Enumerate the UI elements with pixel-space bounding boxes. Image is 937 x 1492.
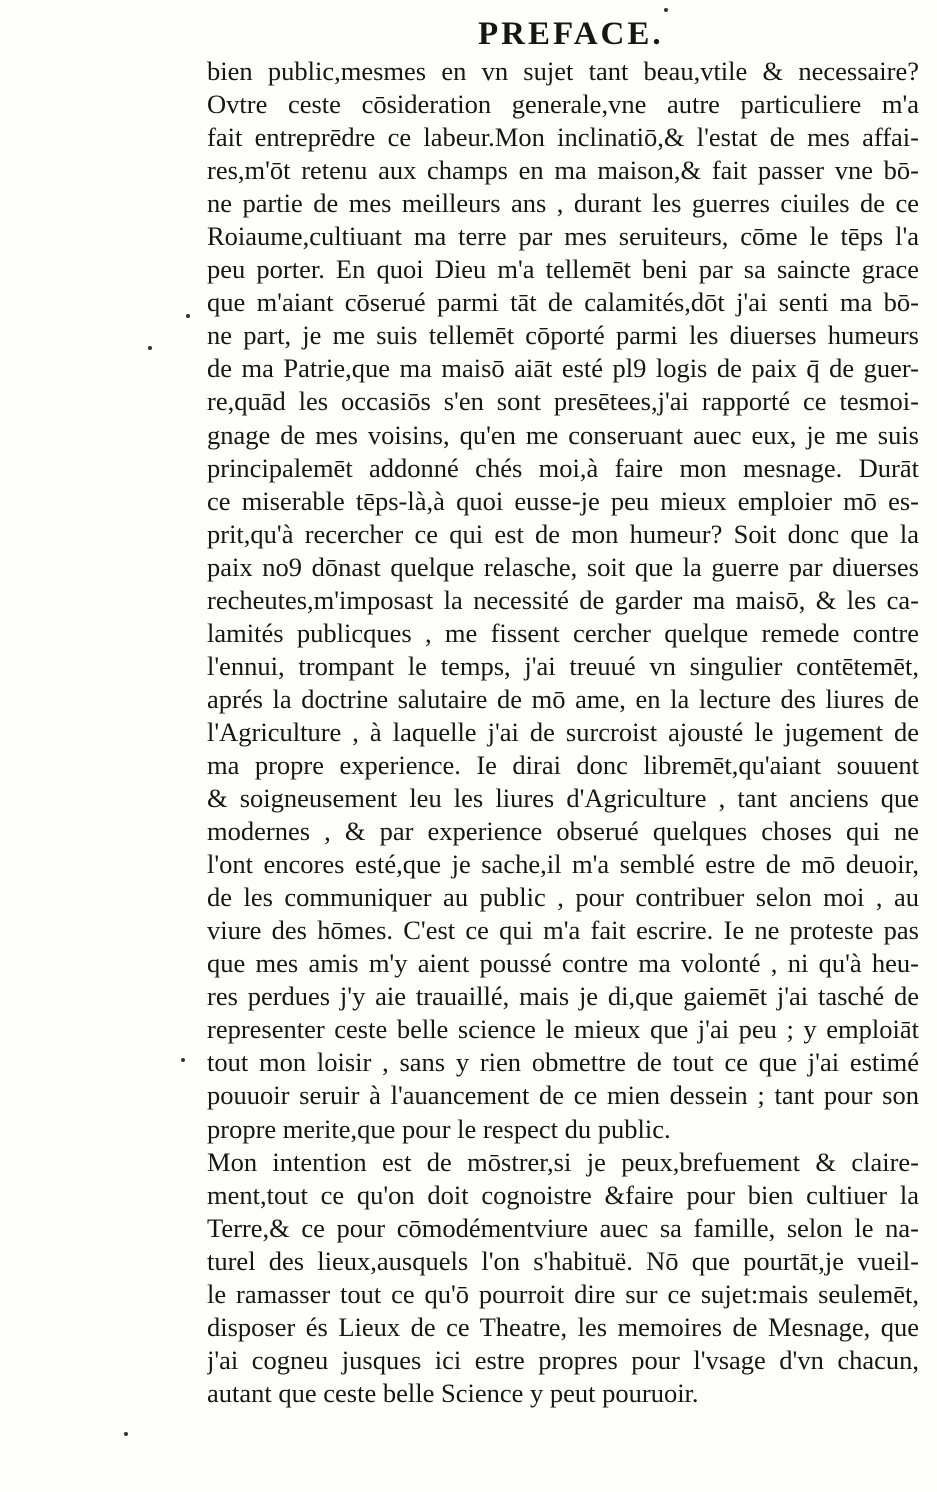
- text-line: aprés la doctrine salutaire de mō ame, en la lecture des liures de: [207, 683, 919, 714]
- ink-speck: [664, 8, 668, 12]
- text-line: ne partie de mes meilleurs ans , durant les guerres ciuiles de ce: [207, 188, 919, 219]
- ink-speck: [124, 1432, 128, 1436]
- text-line: gnage de mes voisins, qu'en me conseruant auec eux, je me suis: [207, 419, 919, 450]
- text-line: paix no9 dōnast quelque relasche, soit que la guerre par diuerses: [207, 551, 919, 582]
- text-line: autant que ceste belle Science y peut pouruoir.: [207, 1377, 699, 1408]
- text-line: de ma Patrie,que ma maisō aiāt esté pl9 logis de paix q̄ de guer-: [207, 353, 919, 384]
- text-line: bien public,mesmes en vn sujet tant beau,vtile & necessaire?: [207, 56, 919, 86]
- text-line: recheutes,m'imposast la necessité de garder ma maisō, & les ca-: [207, 584, 919, 615]
- ink-speck: [181, 1058, 185, 1062]
- text-line: tout mon loisir , sans y rien obmettre de tout ce que j'ai estimé: [207, 1047, 919, 1078]
- text-line: propre merite,que pour le respect du public.: [207, 1113, 671, 1144]
- text-line: representer ceste belle science le mieux que j'ai peu ; y emploiāt: [207, 1014, 919, 1045]
- text-line: Ovtre ceste cōsideration generale,vne autre particuliere m'a: [207, 89, 919, 120]
- text-line: l'ennui, trompant le temps, j'ai treuué vn singulier contētemēt,: [207, 650, 919, 681]
- text-line: j'ai cogneu jusques ici estre propres pour l'vsage d'vn chacun,: [207, 1344, 919, 1375]
- body-text: [207, 55, 919, 1410]
- text-line: Roiaume,cultiuant ma terre par mes seruiteurs, cōme le tēps l'a: [207, 221, 919, 252]
- text-line: de les communiquer au public , pour contribuer selon moi , au: [207, 882, 919, 913]
- text-line: fait entreprēdre ce labeur.Mon inclinatiō,& l'estat de mes affai-: [207, 122, 919, 153]
- text-line: res,m'ōt retenu aux champs en ma maison,& fait passer vne bō-: [207, 155, 919, 186]
- text-line: peu porter. En quoi Dieu m'a tellemēt beni par sa saincte grace: [207, 254, 919, 285]
- text-line: ce miserable tēps-là,à quoi eusse-je peu mieux emploier mō es-: [207, 485, 919, 516]
- text-line: re,quād les occasiōs s'en sont presētees,j'ai rapporté ce tesmoi-: [207, 386, 919, 417]
- text-line: lamités publicques , me fissent cercher quelque remede contre: [207, 617, 919, 648]
- text-line: & soigneusement leu les liures d'Agriculture , tant anciens que: [207, 783, 919, 814]
- running-head: PREFACE.: [478, 16, 664, 52]
- text-line: prit,qu'à recercher ce qui est de mon humeur? Soit donc que la: [207, 518, 919, 549]
- text-line: modernes , & par experience obserué quelques choses qui ne: [207, 816, 919, 847]
- text-line: disposer és Lieux de ce Theatre, les memoires de Mesnage, que: [207, 1311, 919, 1342]
- text-line: que mes amis m'y aient poussé contre ma volonté , ni qu'à heu-: [207, 948, 919, 979]
- text-line: ne part, je me suis tellemēt cōporté parmi les diuerses humeurs: [207, 320, 919, 351]
- ink-speck: [186, 314, 190, 318]
- text-line: le ramasser tout ce qu'ō pourroit dire sur ce sujet:mais seulemēt,: [207, 1278, 919, 1309]
- text-line: ma propre experience. Ie dirai donc libremēt,qu'aiant souuent: [207, 749, 919, 780]
- text-line: l'Agriculture , à laquelle j'ai de surcroist ajousté le jugement de: [207, 716, 919, 747]
- text-line: ment,tout ce qu'on doit cognoistre &faire pour bien cultiuer la: [207, 1179, 919, 1210]
- text-line: viure des hōmes. C'est ce qui m'a fait escrire. Ie ne proteste pas: [207, 915, 919, 946]
- text-line: pouuoir seruir à l'auancement de ce mien dessein ; tant pour son: [207, 1080, 919, 1111]
- text-line: turel des lieux,ausquels l'on s'habituë. Nō que pourtāt,je vueil-: [207, 1245, 919, 1276]
- text-line: Terre,& ce pour cōmodémentviure auec sa famille, selon le na-: [207, 1212, 919, 1243]
- text-line: que m'aiant cōserué parmi tāt de calamités,dōt j'ai senti ma bō-: [207, 287, 919, 318]
- ink-speck: [148, 346, 152, 350]
- text-line: Mon intention est de mōstrer,si je peux,brefuement & claire-: [207, 1146, 919, 1177]
- text-line: principalemēt addonné chés moi,à faire mon mesnage. Durāt: [207, 452, 919, 483]
- text-line: res perdues j'y aie trauaillé, mais je di,que gaiemēt j'ai tasché de: [207, 981, 919, 1012]
- text-line: l'ont encores esté,que je sache,il m'a semblé estre de mō deuoir,: [207, 849, 919, 880]
